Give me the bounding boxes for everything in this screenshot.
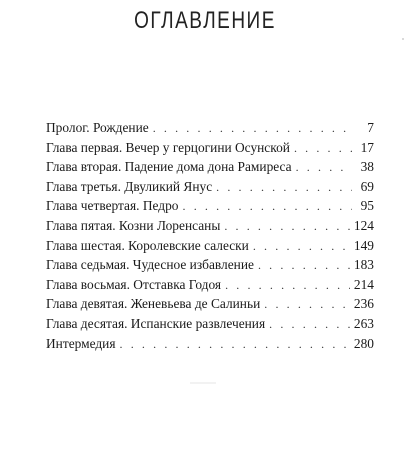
dot-leader bbox=[225, 276, 350, 296]
toc-entry[interactable] bbox=[46, 216, 374, 236]
toc-entry-page: 263 bbox=[353, 315, 374, 331]
toc-entry[interactable] bbox=[46, 118, 374, 138]
toc-entry-page: 38 bbox=[360, 159, 374, 175]
page-speck bbox=[402, 38, 404, 40]
dot-leader bbox=[253, 237, 350, 257]
toc-entry-page: 183 bbox=[353, 257, 374, 273]
dot-leader bbox=[294, 139, 352, 159]
toc-entry-page: 7 bbox=[367, 120, 374, 135]
dot-leader bbox=[296, 158, 352, 178]
toc-entry-title: Глава третья. Двуликий Янус bbox=[46, 178, 213, 194]
toc-entry[interactable] bbox=[46, 196, 374, 216]
toc-entry-title: Пролог. Рождение bbox=[46, 120, 149, 135]
dot-leader bbox=[258, 256, 350, 276]
toc-entry-title: Глава шестая. Королевские салески bbox=[46, 237, 249, 253]
toc-entry-title: Глава первая. Вечер у герцогини Осунской bbox=[46, 139, 290, 155]
dot-leader bbox=[120, 335, 350, 355]
toc-entry-page: 236 bbox=[353, 296, 374, 312]
toc-entry-title: Глава десятая. Испанские развлечения bbox=[46, 315, 266, 331]
toc-entry-page: 214 bbox=[353, 276, 374, 292]
toc-entry-page: 95 bbox=[360, 198, 374, 214]
page-title: ОГЛАВЛЕНИЕ bbox=[134, 8, 276, 35]
toc-entry-page: 124 bbox=[353, 217, 374, 233]
toc-entry[interactable] bbox=[46, 157, 374, 177]
toc-entry-page: 149 bbox=[353, 237, 374, 253]
toc-entry[interactable] bbox=[46, 294, 374, 314]
toc-entry[interactable] bbox=[46, 138, 374, 158]
dot-leader bbox=[216, 178, 352, 198]
toc-entry-page: 17 bbox=[360, 139, 374, 155]
toc-entry[interactable] bbox=[46, 177, 374, 197]
toc-entry-title: Глава восьмая. Отставка Годоя bbox=[46, 276, 222, 292]
dot-leader bbox=[183, 197, 353, 217]
toc-entry-title: Интермедия bbox=[46, 335, 116, 351]
toc-entry-title: Глава седьмая. Чудесное избавление bbox=[46, 257, 254, 273]
toc-entry[interactable] bbox=[46, 314, 374, 334]
toc-entry-title: Глава пятая. Козни Лоренсаны bbox=[46, 217, 221, 233]
toc-entry[interactable] bbox=[46, 255, 374, 275]
toc-entry-page: 69 bbox=[360, 178, 374, 194]
toc-entry-page: 280 bbox=[353, 335, 374, 351]
toc-entry[interactable] bbox=[46, 275, 374, 295]
toc-entry-title: Глава девятая. Женевьева де Салиньи bbox=[46, 296, 261, 312]
bleed-through-mark bbox=[190, 382, 216, 384]
toc-entry[interactable] bbox=[46, 236, 374, 256]
table-of-contents bbox=[46, 118, 374, 353]
dot-leader bbox=[269, 315, 350, 335]
toc-entry-title: Глава вторая. Падение дома дона Рамиреса bbox=[46, 159, 292, 175]
dot-leader bbox=[153, 119, 352, 139]
dot-leader bbox=[264, 295, 350, 315]
toc-entry[interactable] bbox=[46, 334, 374, 354]
dot-leader bbox=[224, 217, 350, 237]
toc-entry-title: Глава четвертая. Педро bbox=[46, 198, 179, 214]
